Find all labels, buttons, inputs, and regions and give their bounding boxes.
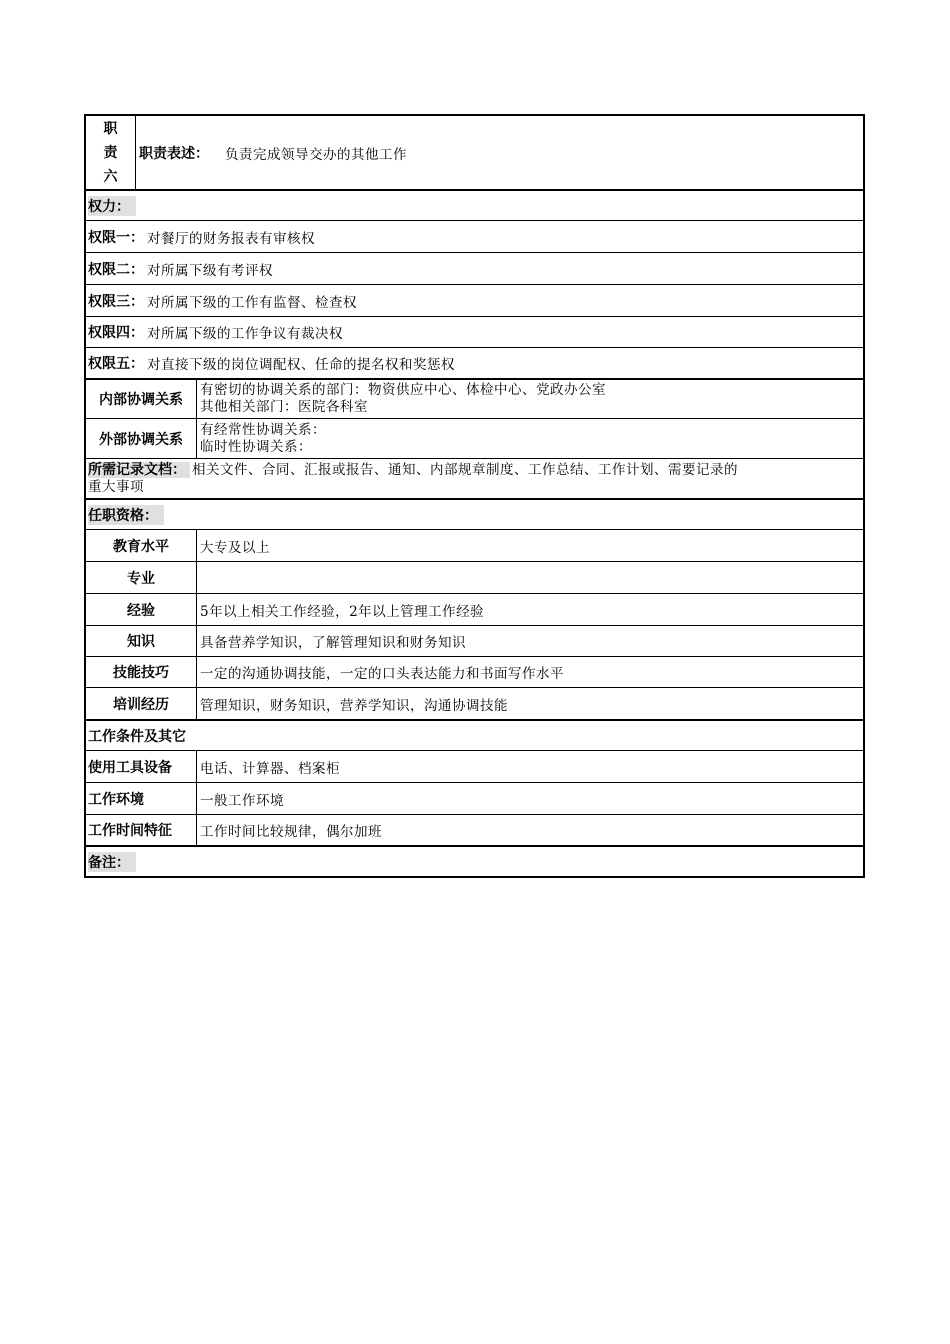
- authority-text: 对餐厅的财务报表有审核权: [147, 230, 315, 247]
- external-coordination-label: 外部协调关系: [86, 419, 197, 458]
- qualification-row: [86, 593, 863, 625]
- qualification-row: [86, 656, 863, 687]
- authority-text: 对直接下级的岗位调配权、任命的提名权和奖惩权: [147, 357, 455, 373]
- authority-text: 对所属下级的工作有监督、检查权: [147, 294, 357, 311]
- duty-six-description: [136, 116, 407, 189]
- condition-label: 使用工具设备: [86, 751, 197, 782]
- external-coordination-content: [197, 419, 326, 458]
- duty-six-char-1: 职: [103, 120, 118, 137]
- authority-row: [86, 316, 863, 347]
- qualification-row: [86, 625, 863, 656]
- qualification-label: 技能技巧: [86, 657, 197, 687]
- conditions-header-row: [86, 719, 863, 750]
- authority-header-row: [86, 189, 863, 220]
- qualification-row: [86, 561, 863, 593]
- records-label: 所需记录文档：: [88, 462, 190, 478]
- internal-coordination-line: 有密切的协调关系的部门：物资供应中心、体检中心、党政办公室: [200, 382, 606, 398]
- external-coordination-line: 有经常性协调关系：: [200, 421, 326, 438]
- internal-coordination-label: 内部协调关系: [86, 380, 197, 418]
- conditions-header: 工作条件及其它: [88, 728, 186, 745]
- authority-label: 权限二：: [88, 261, 144, 278]
- records-content: [86, 459, 738, 498]
- authority-row: [86, 252, 863, 284]
- internal-coordination-row: [86, 378, 863, 418]
- qualification-label: 教育水平: [86, 530, 197, 561]
- qualification-value: 一定的沟通协调技能，一定的口头表达能力和书面写作水平: [200, 666, 564, 682]
- internal-coordination-content: [197, 380, 606, 418]
- records-text: 相关文件、合同、汇报或报告、通知、内部规章制度、工作总结、工作计划、需要记录的: [192, 461, 738, 478]
- authority-row: [86, 284, 863, 316]
- authority-label: 权限三：: [88, 293, 144, 310]
- external-coordination-line: 临时性协调关系：: [200, 438, 312, 455]
- duty-six-label: [86, 116, 136, 189]
- duty-description-label: 职责表述：: [139, 145, 209, 162]
- authority-row: [86, 220, 863, 252]
- condition-label: 工作时间特征: [86, 815, 197, 845]
- qualification-label: 专业: [86, 562, 197, 593]
- authority-row: [86, 347, 863, 378]
- authority-header: 权力：: [88, 196, 136, 216]
- condition-label: 工作环境: [86, 783, 197, 814]
- records-row: [86, 458, 863, 498]
- remarks-label: 备注：: [88, 852, 136, 872]
- condition-row: [86, 750, 863, 782]
- condition-row: [86, 814, 863, 845]
- duty-six-char-2: 责: [103, 144, 118, 161]
- qualification-value: 管理知识，财务知识，营养学知识，沟通协调技能: [200, 697, 508, 714]
- qualification-value: [197, 562, 200, 593]
- qualification-row: [86, 529, 863, 561]
- condition-value: 电话、计算器、档案柜: [200, 760, 340, 777]
- condition-row: [86, 782, 863, 814]
- qualifications-header-row: [86, 498, 863, 529]
- authority-text: 对所属下级有考评权: [147, 262, 273, 279]
- authority-label: 权限五：: [88, 356, 144, 372]
- qualifications-header: 任职资格：: [88, 505, 164, 525]
- qualification-label: 知识: [86, 626, 197, 656]
- authority-label: 权限四：: [88, 325, 144, 341]
- qualification-row: [86, 687, 863, 719]
- internal-coordination-line: 其他相关部门：医院各科室: [200, 399, 368, 415]
- external-coordination-row: [86, 418, 863, 458]
- condition-value: 一般工作环境: [200, 792, 284, 809]
- condition-value: 工作时间比较规律，偶尔加班: [200, 824, 382, 840]
- duty-six-char-3: 六: [103, 168, 118, 185]
- qualification-value: 5年以上相关工作经验，2年以上管理工作经验: [200, 603, 485, 620]
- remarks-row: [86, 845, 863, 876]
- authority-text: 对所属下级的工作争议有裁决权: [147, 326, 343, 342]
- qualification-label: 培训经历: [86, 688, 197, 719]
- authority-label: 权限一：: [88, 229, 144, 246]
- job-description-sheet: [84, 114, 865, 878]
- duty-six-row: [86, 116, 863, 189]
- qualification-label: 经验: [86, 594, 197, 625]
- qualification-value: 具备营养学知识，了解管理知识和财务知识: [200, 635, 466, 651]
- qualification-value: 大专及以上: [200, 539, 270, 556]
- duty-description-text: 负责完成领导交办的其他工作: [225, 146, 407, 163]
- records-text-continued: 重大事项: [88, 478, 144, 495]
